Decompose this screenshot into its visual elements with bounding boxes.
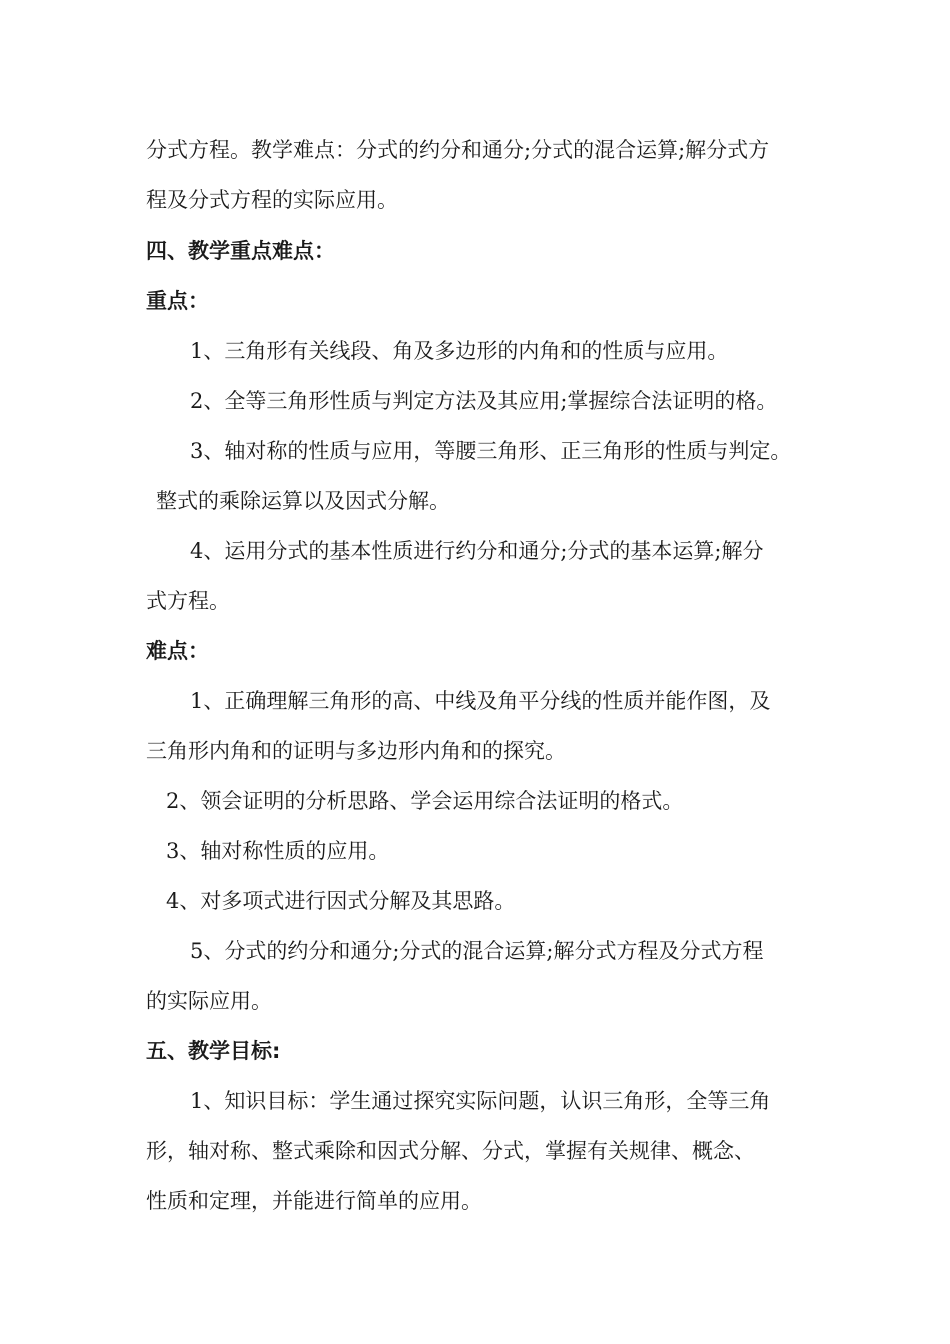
list-item: 4、对多项式进行因式分解及其思路。 <box>166 889 516 913</box>
list-item: 2、领会证明的分析思路、学会运用综合法证明的格式。 <box>166 789 684 813</box>
subheading-difficulties: 难点： <box>146 639 209 663</box>
list-item: 5、分式的约分和通分;分式的混合运算;解分式方程及分式方程 <box>190 939 764 963</box>
text-line: 形，轴对称、整式乘除和因式分解、分式，掌握有关规律、概念、 <box>146 1139 755 1163</box>
list-item: 1、正确理解三角形的高、中线及角平分线的性质并能作图，及 <box>190 689 771 713</box>
subheading-key-points: 重点： <box>146 289 209 313</box>
text-line: 的实际应用。 <box>146 989 272 1013</box>
text-line: 式方程。 <box>146 589 230 613</box>
list-item: 1、三角形有关线段、角及多边形的内角和的性质与应用。 <box>190 339 729 363</box>
text-line: 三角形内角和的证明与多边形内角和的探究。 <box>146 739 566 763</box>
list-item: 2、全等三角形性质与判定方法及其应用;掌握综合法证明的格。 <box>190 389 778 413</box>
text-line: 分式方程。教学难点：分式的约分和通分;分式的混合运算;解分式方 <box>146 138 770 162</box>
list-item: 1、知识目标：学生通过探究实际问题，认识三角形，全等三角 <box>190 1089 771 1113</box>
text-line: 性质和定理，并能进行简单的应用。 <box>146 1189 482 1213</box>
text-line: 整式的乘除运算以及因式分解。 <box>156 489 450 513</box>
list-item: 3、轴对称的性质与应用，等腰三角形、正三角形的性质与判定。 <box>190 439 792 463</box>
text-line: 程及分式方程的实际应用。 <box>146 188 398 212</box>
section-heading-4: 四、教学重点难点： <box>146 239 335 263</box>
list-item: 4、运用分式的基本性质进行约分和通分;分式的基本运算;解分 <box>190 539 764 563</box>
section-heading-5: 五、教学目标: <box>146 1039 281 1063</box>
list-item: 3、轴对称性质的应用。 <box>166 839 390 863</box>
